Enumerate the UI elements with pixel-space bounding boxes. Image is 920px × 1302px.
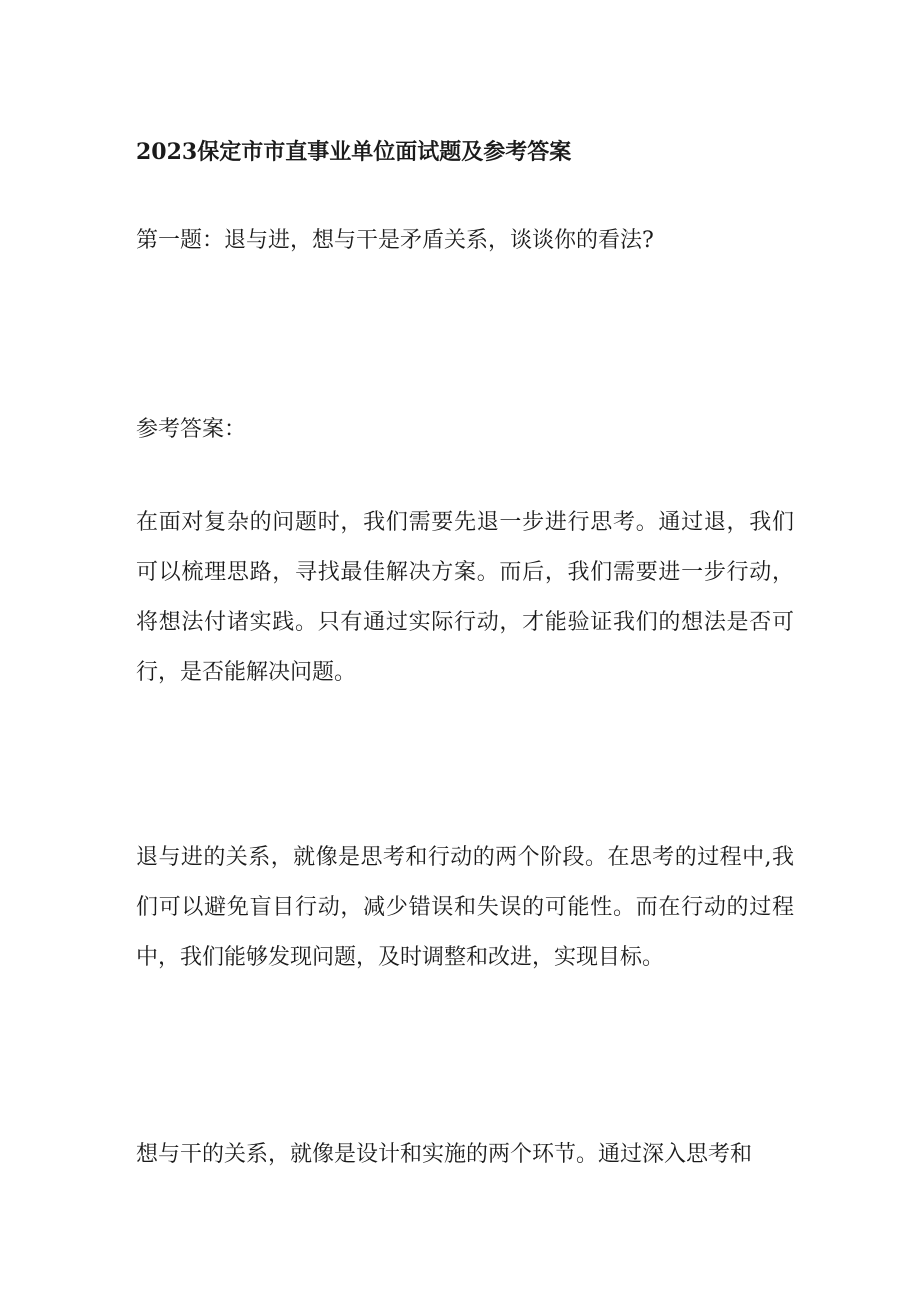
answer-label: 参考答案： (136, 417, 247, 442)
answer-paragraph-2: 退与进的关系，就像是思考和行动的两个阶段。在思考的过程中,我们可以避免盲目行动，减少错误和失误的可能性。而在行动的过程中，我们能够发现问题，及时调整和改进，实现目标。 (136, 845, 794, 970)
document-title: 2023保定市市直事业单位面试题及参考答案 (136, 139, 572, 165)
answer-paragraph-1: 在面对复杂的问题时，我们需要先退一步进行思考。通过退，我们可以梳理思路，寻找最佳解决方案。而后，我们需要进一步行动，将想法付诸实践。只有通过实际行动，才能验证我们的想法是否可行，是否能解决问题。 (136, 510, 794, 685)
answer-paragraph-3: 想与干的关系，就像是设计和实施的两个环节。通过深入思考和 (136, 1142, 753, 1167)
question-1: 第一题：退与进，想与干是矛盾关系，谈谈你的看法? (136, 228, 654, 253)
